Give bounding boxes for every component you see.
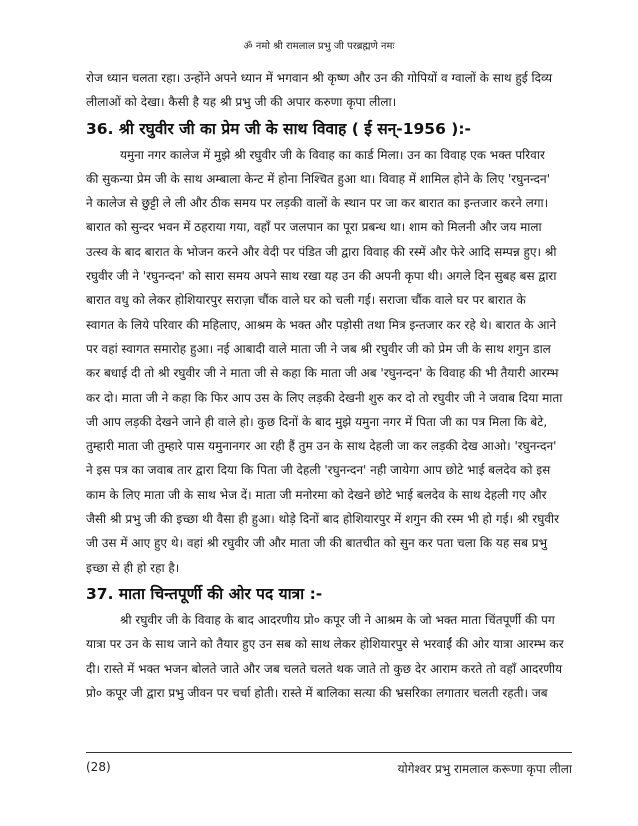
text-line: कर बधाई दी तो श्री रघुवीर जी ने माता जी से कहा कि माता जी अब 'रघुनन्दन' के विवाह की भी तैयारी आरम्भ (86, 366, 559, 381)
footer-divider (86, 752, 572, 753)
text-line: इच्छा से ही हो रहा है। (86, 560, 180, 575)
text-line: काम के लिए माता जी के साथ भेज दें। माता जी मनोरमा को देखने छोटे भाई बलदेव के साथ देहली गए और (86, 487, 547, 502)
page-body (86, 66, 572, 705)
text-line: कर दो। माता जी ने कहा कि फिर आप उस के लिए लड़की देखनी शुरु कर दो तो रघुवीर जी ने जवाब दिया माता (86, 390, 563, 405)
text-line: रघुवीर जी ने 'रघुनन्दन' को सारा समय अपने साथ रखा यह उन की अपनी कृपा थी। अगले दिन सुबह बस द्वारा (86, 269, 557, 284)
text-line: ने इस पत्र का जवाब तार द्वारा दिया कि पिता जी देहली 'रघुनन्दन' नही जायेगा आप छोटे भाई बलदेव को इस (86, 463, 551, 478)
text-line: उत्स्व के बाद बारात के भोजन करने और वेदी पर पंडित जी द्वारा विवाह की रस्में और फेरे आदि सम्पन्न हुए। श्री (86, 244, 557, 259)
page-number: (28) (86, 760, 111, 774)
text-line: श्री रघुवीर जी के विवाह के बाद आदरणीय प्रो० कपूर जी ने आश्रम के जो भक्त माता चिंतपूर्णी की पग (120, 612, 555, 627)
text-line: ने कालेज से छुट्टी ले ली और ठीक समय पर लड़की वालों के स्थान पर जा कर बारात का इन्तजार करने लगा। (86, 196, 549, 211)
book-title: योगेश्वर प्रभु रामलाल करूणा कृपा लीला (397, 762, 572, 776)
section-heading: 37. माता चिन्तपूर्णी की ओर पद यात्रा :- (86, 584, 323, 603)
text-line: स्वागत के लिये परिवार की महिलाए, आश्रम के भक्त और पड़ोसी तथा मित्र इन्तजार कर रहे थे। बारात के आने (86, 317, 557, 332)
text-line: की सुकन्या प्रेम जी के साथ अम्बाला केन्ट में होना निश्चित हुआ था। विवाह में शामिल होने के लिए 'रघुनन्दन' (86, 171, 551, 186)
text-line: बारात को सुन्दर भवन में ठहराया गया, वहाँ पर जलपान का पूरा प्रबन्ध था। शाम को मिलनी और जय माला (86, 220, 542, 235)
text-line: जी आप लड़की देखने जाने ही वाले हो। कुछ दिनों के बाद मुझे यमुना नगर में पिता जी का पत्र मिला कि बेटे, (86, 414, 548, 429)
text-line: रोज ध्यान चलता रहा। उन्होंने अपने ध्यान में भगवान श्री कृष्ण और उन की गोपियों व ग्वालों के साथ हुई दिव्य (86, 71, 553, 85)
text-line: पर वहां स्वागत समारोह हुआ। नई आबादी वाले माता जी ने जब श्री रघुवीर जी को प्रेम जी के साथ शगुन डाल (86, 341, 551, 356)
text-line: जैसी श्री प्रभु जी की इच्छा थी वैसा ही हुआ। थोड़े दिनों बाद होशियारपुर में शगुन की रस्म भी हो गई। श्री रघुवीर (86, 512, 559, 527)
text-line: बारात वधु को लेकर होशियारपुर सराज़ा चौंक वाले घर को चली गई। सराजा चौंक वाले घर पर बारात के (86, 293, 526, 308)
page-header: ॐ नमो श्री रामलाल प्रभु जी परब्रह्मणे नमः (243, 41, 395, 52)
text-line: यात्रा पर उन के साथ जाने को तैयार हुए उन सब को साथ लेकर होशियारपुर से भरवाईं की ओर यात्रा आरम्भ कर (86, 637, 564, 652)
text-line: तुम्हारी माता जी तुम्हारे पास यमुनानगर आ रही हैं तुम उन के साथ देहली जा कर लड़की देख आओ। 'रघुनन्दन' (86, 439, 557, 454)
text-line: लीलाओं को देखा। कैसी है यह श्री प्रभु जी की अपार करुणा कृपा लीला। (86, 95, 397, 110)
section-heading: 36. श्री रघुवीर जी का प्रेम जी के साथ विवाह ( ई सन्-1956 ):- (86, 119, 471, 138)
text-line: जी उस में आए हुए थे। वहां श्री रघुवीर जी और माता जी की बातचीत को सुन कर पता चला कि यह सब प्रभु (86, 536, 548, 551)
text-line: दी। रास्ते में भक्त भजन बोलते जाते और जब चलते चलते थक जाते तो कुछ देर आराम करते तो वहाँ आदरणीय (86, 661, 563, 676)
text-line: प्रो० कपूर जी द्वारा प्रभु जीवन पर चर्चा होती। रास्ते में बालिका सत्या की भ्रसरिका लगातार चलती रहती। जब (86, 685, 548, 700)
text-line: यमुना नगर कालेज में मुझे श्री रघुवीर जी के विवाह का कार्ड मिला। उन का विवाह एक भक्त परिवार (120, 147, 545, 162)
